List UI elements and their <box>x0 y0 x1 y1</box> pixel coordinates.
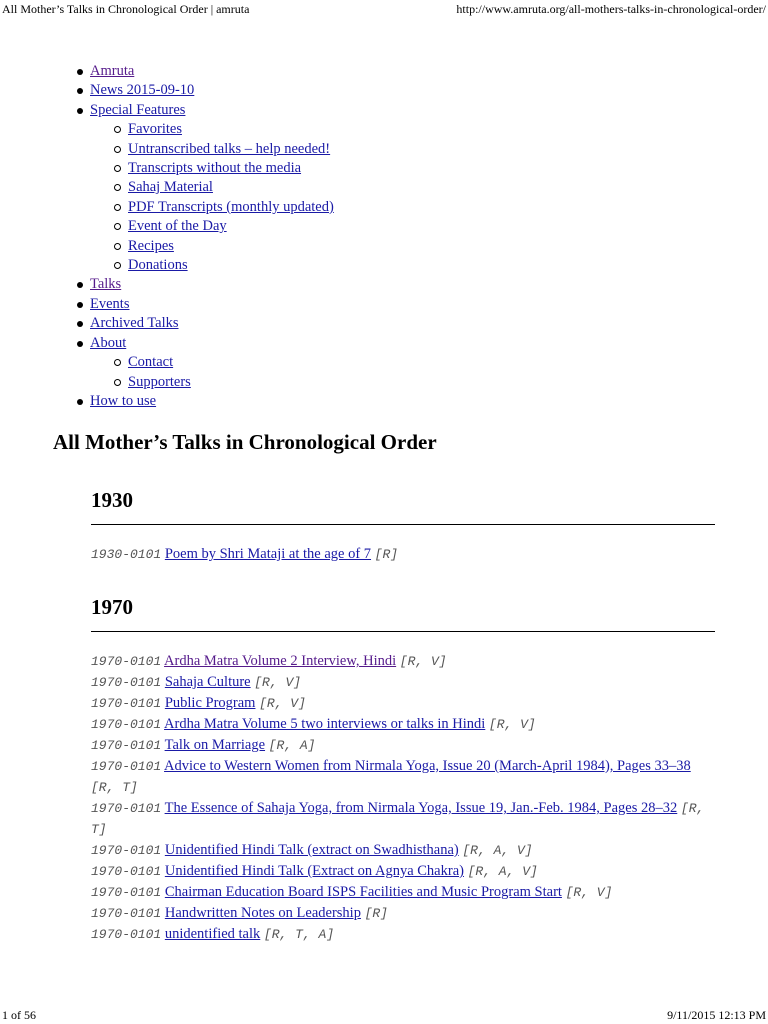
talk-date: 1930-0101 <box>91 547 162 562</box>
about-submenu <box>110 353 334 392</box>
subnav-link-favorites[interactable]: Favorites <box>128 121 182 138</box>
talk-link[interactable]: Ardha Matra Volume 2 Interview, Hindi <box>164 653 397 669</box>
subnav-link-contact[interactable]: Contact <box>128 354 174 371</box>
talk-link[interactable]: Unidentified Hindi Talk (Extract on Agnya Chakra) <box>164 863 464 879</box>
talk-tags: [R] <box>374 547 399 562</box>
talk-entry <box>91 693 715 714</box>
talk-tags: [R, A] <box>268 738 316 753</box>
nav-item-archived-talks <box>72 314 334 333</box>
talk-entry <box>91 903 715 924</box>
talk-entry <box>91 735 715 756</box>
print-header <box>0 2 768 16</box>
talk-link[interactable]: unidentified talk <box>164 926 261 942</box>
talk-date: 1970-0101 <box>91 843 162 858</box>
subnav-item-sahaj-material <box>110 178 334 197</box>
talk-tags: [R, V] <box>259 696 306 711</box>
nav-item-how-to-use <box>72 392 334 411</box>
subnav-link-event-of-day[interactable]: Event of the Day <box>128 218 227 235</box>
subnav-item-transcripts <box>110 159 334 178</box>
talk-tags: [R, V] <box>399 654 447 669</box>
nav-link-how-to-use[interactable]: How to use <box>90 392 157 409</box>
page-title: All Mother’s Talks in Chronological Order <box>53 430 437 454</box>
subnav-link-untranscribed[interactable]: Untranscribed talks – help needed! <box>128 140 331 157</box>
main-navigation <box>72 62 334 411</box>
subnav-item-favorites <box>110 120 334 139</box>
subnav-link-recipes[interactable]: Recipes <box>128 237 174 254</box>
talk-tags: [R, T, A] <box>263 927 335 942</box>
year-heading-1930: 1930 <box>91 488 133 512</box>
nav-item-special-features <box>72 101 334 276</box>
subnav-item-event-of-day <box>110 217 334 236</box>
nav-item-news <box>72 81 334 100</box>
print-footer <box>0 1008 768 1022</box>
year-heading-1970: 1970 <box>91 595 133 619</box>
nav-item-events <box>72 295 334 314</box>
talk-link[interactable]: Chairman Education Board ISPS Facilities and Music Program Start <box>164 884 562 900</box>
talk-entry <box>91 840 715 861</box>
talk-entry <box>91 714 715 735</box>
talk-tags: [R, A, V] <box>462 843 533 858</box>
talk-entry <box>91 651 715 672</box>
talk-link[interactable]: Sahaja Culture <box>164 674 251 690</box>
talk-tags: [R, T] <box>91 801 705 837</box>
talk-entry <box>91 882 715 903</box>
talk-date: 1970-0101 <box>91 801 162 816</box>
talk-tags: [R, A, V] <box>467 864 538 879</box>
subnav-link-transcripts[interactable]: Transcripts without the media <box>128 160 302 177</box>
nav-link-talks[interactable]: Talks <box>90 276 122 293</box>
talk-date: 1970-0101 <box>91 885 162 900</box>
talk-entry <box>91 798 715 840</box>
section-divider <box>91 631 715 632</box>
nav-list <box>72 62 334 411</box>
talk-list-1930 <box>91 544 715 565</box>
talk-entry <box>91 756 715 798</box>
nav-item-amruta <box>72 62 334 81</box>
subnav-link-donations[interactable]: Donations <box>128 257 188 274</box>
special-features-submenu <box>110 120 334 275</box>
talk-entry <box>91 924 715 945</box>
nav-link-archived-talks[interactable]: Archived Talks <box>90 315 179 332</box>
nav-link-amruta[interactable]: Amruta <box>90 63 135 79</box>
talk-link[interactable]: Ardha Matra Volume 5 two interviews or talks in Hindi <box>164 716 486 732</box>
print-header-url: http://www.amruta.org/all-mothers-talks-in-chronological-order/ <box>456 2 766 16</box>
talk-link[interactable]: Unidentified Hindi Talk (extract on Swadhisthana) <box>164 842 459 858</box>
talk-date: 1970-0101 <box>91 675 162 690</box>
talk-date: 1970-0101 <box>91 927 162 942</box>
talk-entry <box>91 672 715 693</box>
talk-date: 1970-0101 <box>91 864 162 879</box>
talk-date: 1970-0101 <box>91 654 162 669</box>
talk-date: 1970-0101 <box>91 738 162 753</box>
talk-link[interactable]: Talk on Marriage <box>164 737 266 753</box>
nav-link-special-features[interactable]: Special Features <box>90 101 186 118</box>
print-header-title: All Mother’s Talks in Chronological Order | amruta <box>2 2 250 16</box>
subnav-item-untranscribed <box>110 140 334 159</box>
nav-link-events[interactable]: Events <box>90 295 130 312</box>
page-counter: 1 of 56 <box>2 1008 36 1022</box>
talk-tags: [R] <box>364 906 388 921</box>
talk-entry <box>91 861 715 882</box>
subnav-item-recipes <box>110 237 334 256</box>
talk-list-1970 <box>91 651 715 945</box>
section-divider <box>91 524 715 525</box>
subnav-item-contact <box>110 353 334 372</box>
subnav-link-supporters[interactable]: Supporters <box>128 373 191 390</box>
talk-date: 1970-0101 <box>91 906 162 921</box>
talk-link[interactable]: Advice to Western Women from Nirmala Yoga, Issue 20 (March-April 1984), Pages 33–38 <box>164 758 691 774</box>
talk-date: 1970-0101 <box>91 759 162 774</box>
subnav-item-donations <box>110 256 334 275</box>
talk-link[interactable]: Poem by Shri Mataji at the age of 7 <box>164 546 372 562</box>
nav-item-about <box>72 334 334 392</box>
subnav-link-pdf-transcripts[interactable]: PDF Transcripts (monthly updated) <box>128 198 334 215</box>
talk-entry <box>91 544 715 565</box>
talk-tags: [R, V] <box>488 717 536 732</box>
talk-date: 1970-0101 <box>91 717 162 732</box>
talk-link[interactable]: The Essence of Sahaja Yoga, from Nirmala Yoga, Issue 19, Jan.-Feb. 1984, Pages 28–32 <box>164 800 678 816</box>
talk-date: 1970-0101 <box>91 696 162 711</box>
subnav-item-supporters <box>110 373 334 392</box>
talk-tags: [R, V] <box>565 885 613 900</box>
subnav-link-sahaj-material[interactable]: Sahaj Material <box>128 179 213 196</box>
talk-tags: [R, V] <box>254 675 302 690</box>
talk-link[interactable]: Public Program <box>164 695 256 711</box>
subnav-item-pdf-transcripts <box>110 198 334 217</box>
talk-link[interactable]: Handwritten Notes on Leadership <box>164 905 361 921</box>
nav-link-about[interactable]: About <box>90 334 127 351</box>
nav-item-talks <box>72 275 334 294</box>
talk-tags: [R, T] <box>91 780 138 795</box>
print-datetime: 9/11/2015 12:13 PM <box>667 1008 766 1022</box>
nav-link-news[interactable]: News 2015-09-10 <box>90 82 195 99</box>
